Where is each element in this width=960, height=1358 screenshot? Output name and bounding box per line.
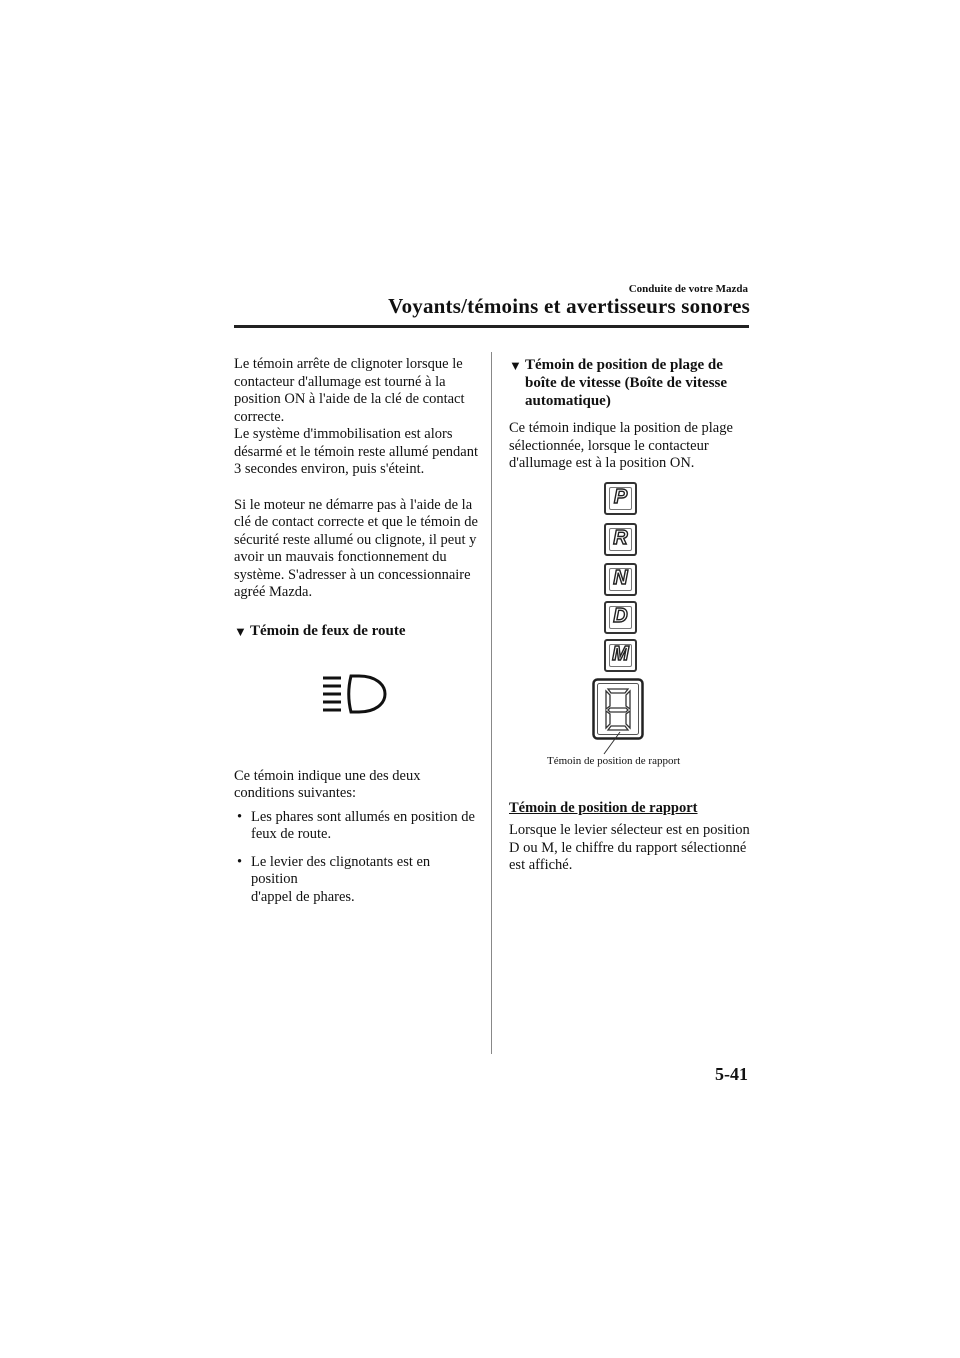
left-column — [234, 356, 479, 912]
triangle-down-icon: ▼ — [234, 623, 247, 639]
text-line: système. S'adresser à un concessionnaire — [234, 566, 471, 583]
text-line: sécurité reste allumé ou clignote, il peut y — [234, 531, 477, 548]
column-divider — [491, 352, 492, 1054]
heading-high-beam — [234, 622, 479, 640]
text-line: d'appel de phares. — [251, 888, 355, 905]
paragraph-immobilizer-off — [234, 356, 479, 479]
text-line: sélectionnée, lorsque le contacteur — [509, 437, 709, 454]
paragraph-engine-not-starting — [234, 497, 479, 602]
text-line: Si le moteur ne démarre pas à l'aide de la — [234, 496, 473, 513]
heading-text: automatique) — [525, 393, 611, 409]
gear-r-indicator — [604, 523, 637, 556]
text-line: Ce témoin indique une des deux — [234, 767, 421, 784]
paragraph-gear-range — [509, 420, 754, 473]
paragraph-conditions — [234, 768, 479, 803]
text-line: feux de route. — [251, 826, 332, 842]
text-line: agréé Mazda. — [234, 584, 313, 600]
triangle-down-icon: ▼ — [509, 358, 522, 373]
text-line: désarmé et le témoin reste allumé pendant — [234, 443, 478, 460]
gear-m-indicator — [604, 639, 637, 672]
text-line: avoir un mauvais fonctionnement du — [234, 549, 447, 565]
header-section-label: Conduite de votre Mazda — [628, 283, 748, 295]
high-beam-icon — [234, 640, 479, 760]
gear-n-indicator — [604, 563, 637, 596]
header-rule — [234, 325, 749, 328]
page-title: Voyants/témoins et avertisseurs sonores — [388, 294, 750, 318]
subheading-gear-position: Témoin de position de rapport — [509, 800, 698, 816]
text-line: correcte. — [234, 408, 285, 425]
text-line: position ON à l'aide de la clé de contact — [234, 391, 465, 407]
heading-text: Témoin de position de plage de — [525, 357, 723, 373]
heading-text: Témoin de feux de route — [250, 622, 406, 639]
list-item — [234, 854, 479, 907]
text-line: Ce témoin indique la position de plage — [509, 420, 733, 436]
text-line: Le système d'immobilisation est alors — [234, 426, 453, 442]
paragraph-gear-display — [509, 822, 754, 875]
text-line: conditions suivantes: — [234, 785, 357, 801]
gear-p-indicator — [604, 482, 637, 515]
text-line: Le témoin arrête de clignoter lorsque le — [234, 356, 463, 372]
gear-letter: N — [613, 567, 628, 589]
text-line: d'allumage est à la position ON. — [509, 455, 695, 471]
gear-letter: M — [612, 643, 629, 665]
text-line: D ou M, le chiffre du rapport sélectionné — [509, 839, 747, 856]
heading-text: boîte de vitesse (Boîte de vitesse — [525, 375, 728, 391]
text-line: 3 secondes environ, puis s'éteint. — [234, 461, 425, 477]
text-line: Les phares sont allumés en position de — [251, 808, 475, 825]
text-line: Lorsque le levier sélecteur est en position — [509, 822, 750, 838]
gear-d-indicator — [604, 601, 637, 634]
text-line: Le levier des clignotants est en position — [251, 853, 431, 887]
gear-letter: R — [613, 527, 628, 549]
list-item — [234, 809, 479, 844]
text-line: clé de contact correcte et que le témoin de — [234, 514, 478, 530]
heading-gear-range — [509, 356, 754, 410]
conditions-list — [234, 809, 479, 907]
text-line: contacteur d'allumage est tourné à la — [234, 373, 446, 390]
text-line: est affiché. — [509, 857, 573, 873]
page-number: 5-41 — [715, 1064, 748, 1084]
right-column — [509, 356, 754, 473]
figure-caption: Témoin de position de rapport — [547, 755, 681, 767]
gear-letter: D — [613, 605, 628, 627]
gear-letter: P — [613, 486, 628, 508]
